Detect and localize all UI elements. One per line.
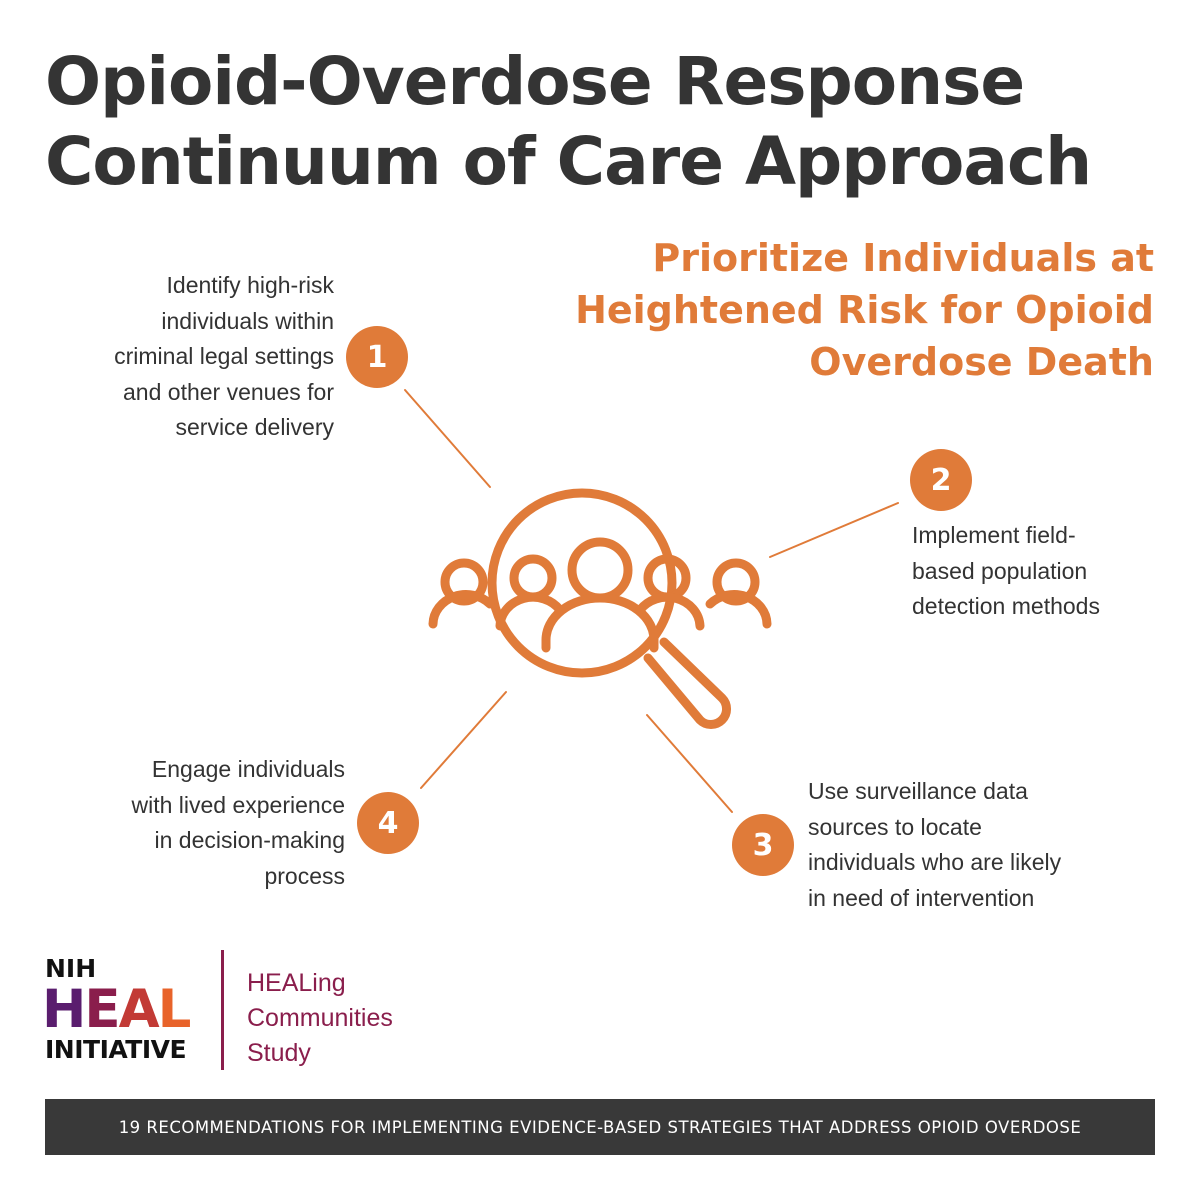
subtitle-line-2: Heightened Risk for Opioid <box>575 288 1154 332</box>
subtitle-line-3: Overdose Death <box>809 340 1154 384</box>
person-center-body <box>546 598 654 648</box>
step-3-text: Use surveillance data sources to locate individuals who are likely in need of intervention <box>808 778 1062 911</box>
study-name: HEALing Communities Study <box>247 969 393 1067</box>
connector-line-4 <box>421 692 506 788</box>
step-2-text: Implement field- based population detection methods <box>912 522 1100 619</box>
nih-logo-text: NIH <box>45 954 97 983</box>
step-2-badge: 2 <box>910 449 972 511</box>
person-inner-left-head <box>514 559 552 597</box>
initiative-logo-text: INITIATIVE <box>45 1035 187 1064</box>
step-4-badge: 4 <box>357 792 419 854</box>
connector-line-2 <box>770 503 898 557</box>
connector-line-3 <box>647 715 732 812</box>
step-4-text: Engage individuals with lived experience in decision-making process <box>131 756 345 889</box>
title-line-1: Opioid-Overdose Response <box>45 43 1025 120</box>
person-outer-left-body <box>433 595 490 624</box>
connector-line-1 <box>405 390 490 487</box>
magnifier-handle <box>648 642 727 725</box>
person-center-head <box>572 542 628 598</box>
subtitle-line-1: Prioritize Individuals at <box>652 236 1154 280</box>
heal-logo-wordmark: HEAL <box>42 979 190 1040</box>
step-3-badge: 3 <box>732 814 794 876</box>
step-1-badge: 1 <box>346 326 408 388</box>
logo-divider <box>221 950 224 1070</box>
person-outer-right-body <box>710 595 767 624</box>
step-1-text: Identify high-risk individuals within criminal legal settings and other venues for service delivery <box>114 272 334 440</box>
magnifier-people-icon <box>433 493 767 725</box>
footer-text: 19 RECOMMENDATIONS FOR IMPLEMENTING EVIDENCE-BASED STRATEGIES THAT ADDRESS OPIOID OVERDOSE <box>118 1117 1082 1137</box>
footer-banner <box>45 1099 1155 1155</box>
title-line-2: Continuum of Care Approach <box>45 123 1092 200</box>
